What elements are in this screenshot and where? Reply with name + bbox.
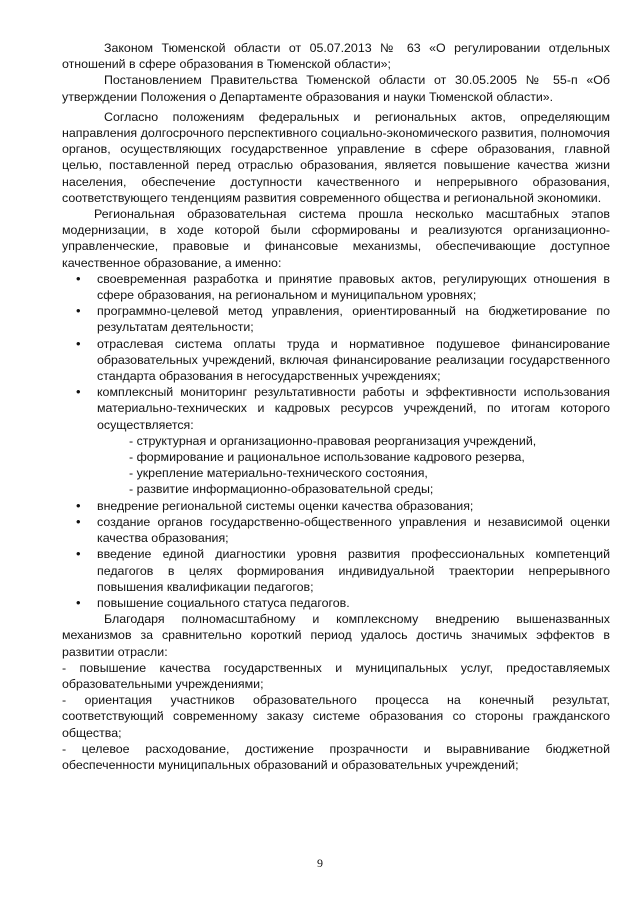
- bullet-marker: •: [76, 303, 81, 319]
- bullet-item: [62, 271, 610, 303]
- bullet-item: [62, 498, 610, 514]
- bullet-item: [62, 336, 610, 385]
- sub-item: - развитие информационно-образовательной среды;: [129, 482, 434, 497]
- bullet-marker: •: [76, 513, 81, 529]
- effect-item: - ориентация участников образовательного процесса на конечный результат, соответствующий современному заказу системе образования со стороны гражданского общества;: [62, 693, 610, 740]
- effect-item: - целевое расходование, достижение прозрачности и выравнивание бюджетной обеспеченности муниципальных образований и образовательных учреждений;: [62, 741, 610, 772]
- sub-item: - укрепление материально-технического состояния,: [129, 466, 428, 481]
- sub-item: - структурная и организационно-правовая реорганизация учреждений,: [129, 433, 537, 448]
- bullet-text: отраслевая система оплаты труда и нормативное подушевое финансирование образовательных учреждений, включая финансирование реализации государственного стандарта образования в негосударственных учреждениях;: [97, 336, 610, 384]
- paragraph-modernization: Региональная образовательная система прошла несколько масштабных этапов модернизации, в ходе которой были сформированы и реализуются организационно-управленческие, правовые и финансовые механизмы, обеспечивающие доступное качественное образование, а именно:: [62, 207, 610, 270]
- paragraph-resolution-reference: Постановлением Правительства Тюменской области от 30.05.2005 № 55-п «Об утверждении Положения о Департаменте образования и науки Тюменской области».: [62, 73, 610, 104]
- bullet-marker: •: [76, 384, 81, 400]
- bullet-item: [62, 546, 610, 595]
- bullet-marker: •: [76, 335, 81, 351]
- bullet-marker: •: [76, 594, 81, 610]
- bullet-item: [62, 595, 610, 611]
- document-body: [62, 40, 610, 773]
- sub-item: - формирование и рациональное использование кадрового резерва,: [129, 450, 525, 465]
- bullet-text: внедрение региональной системы оценки качества образования;: [97, 498, 474, 513]
- bullet-text: создание органов государственно-общественного управления и независимой оценки качества образования;: [97, 514, 610, 546]
- paragraph-law-reference: Законом Тюменской области от 05.07.2013 № 63 «О регулировании отдельных отношений в сфере образования в Тюменской области»;: [62, 41, 610, 72]
- bullet-text: введение единой диагностики уровня развития профессиональных компетенций педагогов в целях формирования индивидуальной траектории непрерывного повышения квалификации педагогов;: [97, 547, 610, 594]
- bullet-text: программно-целевой метод управления, ориентированный на бюджетирование по результатам деятельности;: [97, 304, 610, 335]
- bullet-marker: •: [76, 546, 81, 562]
- bullet-marker: •: [76, 497, 81, 513]
- bullet-text: комплексный мониторинг результативности работы и эффективности использования материально-технических и кадровых ресурсов учреждений, по итогам которого осуществляется:: [97, 385, 610, 432]
- bullet-item: [62, 514, 610, 546]
- bullet-marker: •: [76, 270, 81, 286]
- bullet-text: повышение социального статуса педагогов.: [97, 595, 350, 610]
- paragraph-effects-intro: Благодаря полномасштабному и комплексному внедрению вышеназванных механизмов за сравнительно короткий период удалось достичь значимых эффектов в развитии отрасли:: [62, 612, 610, 659]
- monitoring-sub-list: [97, 433, 610, 498]
- mechanisms-bullet-list: [62, 271, 610, 611]
- effect-item: - повышение качества государственных и муниципальных услуг, предоставляемых образовательными учреждениями;: [62, 660, 610, 691]
- bullet-text: своевременная разработка и принятие правовых актов, регулирующих отношения в сфере образования, на региональном и муниципальном уровнях;: [97, 271, 610, 303]
- bullet-item: [62, 384, 610, 497]
- bullet-item: [62, 303, 610, 335]
- page-number: 9: [317, 856, 323, 870]
- paragraph-main-goal: Согласно положениям федеральных и региональных актов, определяющим направления долгосрочного перспективного социально-экономического развития, полномочия органов, осуществляющих государственное управление в сфере образования, главной целью, поставленной перед отраслью образования, является повышение качества жизни населения, обеспечение доступности качественного и непрерывного образования, соответствующего тенденциям развития современного общества и региональной экономики.: [62, 109, 610, 205]
